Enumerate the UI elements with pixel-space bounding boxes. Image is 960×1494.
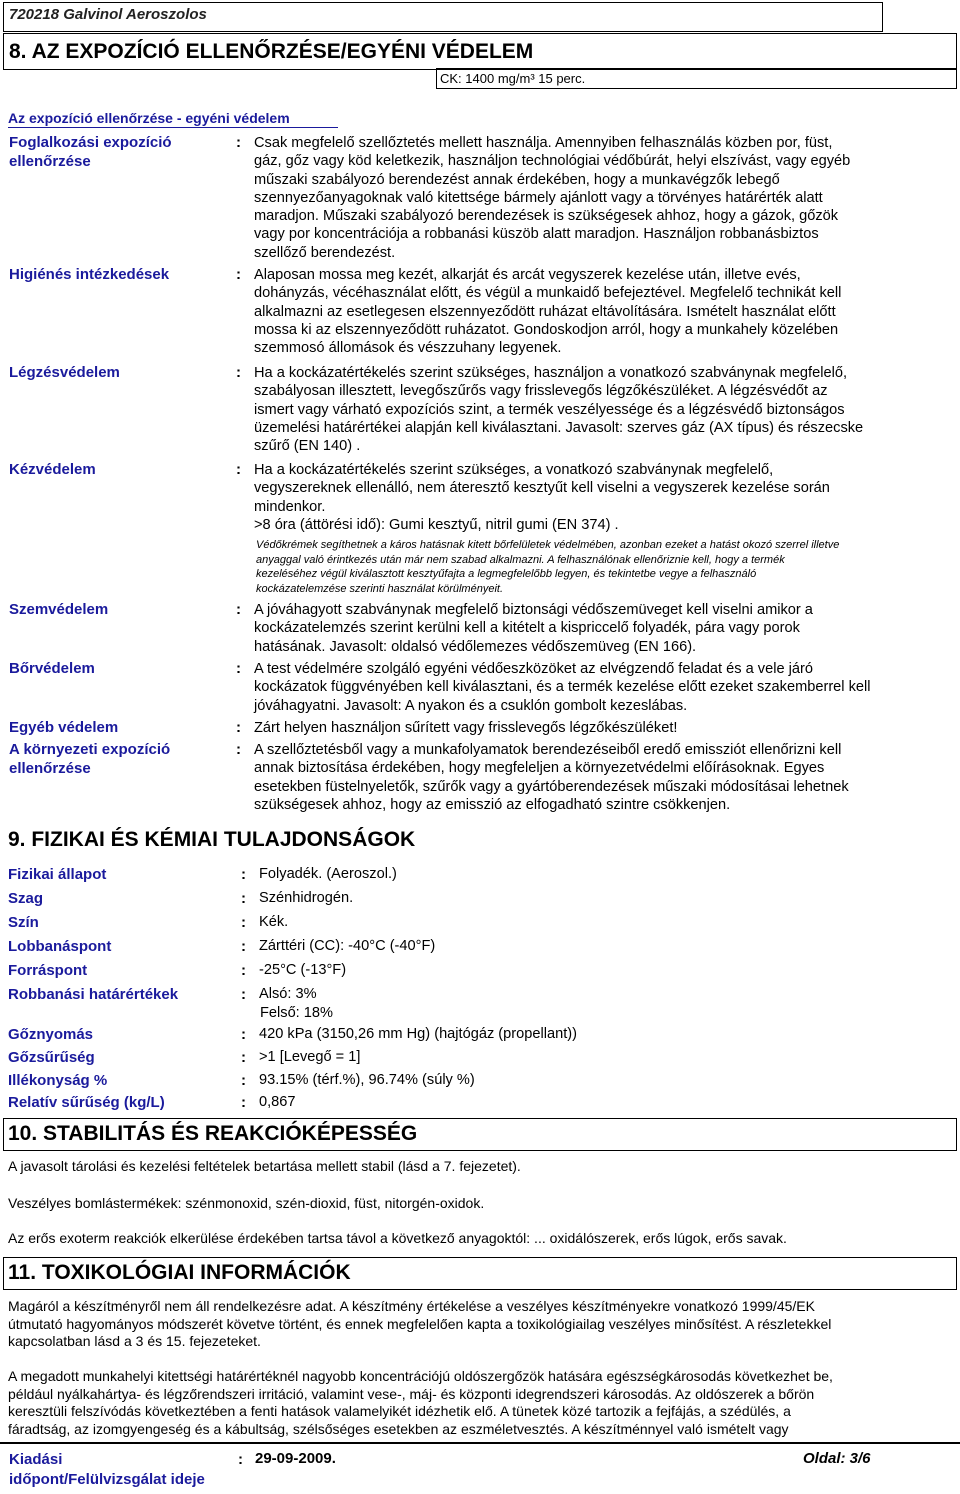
footer-colon: :: [238, 1451, 243, 1468]
footer-label: [9, 1450, 205, 1490]
footer-label-line: Kiadási: [9, 1451, 63, 1468]
note-line: kockázatelemzése szerinti használat körülményeit.: [256, 582, 504, 595]
value-line: kockázatok függvényében kell kiválasztani, és a termék kezelése előtt ezeket szakemberrel kell: [254, 679, 871, 696]
value-line: Kék.: [259, 914, 289, 930]
property-value: [259, 1025, 577, 1044]
section8-row-value: [254, 719, 954, 737]
value-line: műszaki szabályozó berendezést annak érdekében, hogy a munkavégzők lebegő: [254, 171, 780, 188]
text-line: fáradtság, az izomgyengeség és a kábultság, szélsőséges esetekben az eszméletvesztés. A készítménnyel való ismételt vagy: [8, 1420, 789, 1437]
note-line: kezeléséhez végül kiválasztott kesztyűfajta a legmegfelelőbb legyen, és tekintetbe vegye a felhasználó: [256, 568, 757, 580]
value-line: üzemelési határértékei alapján kell kiválasztani. Javasolt: szerves gáz (AX típus) és részecske: [254, 419, 864, 436]
value-line: Szénhidrogén.: [259, 890, 354, 906]
section10-paragraph-1: A javasolt tárolási és kezelési feltételek betartása mellett stabil (lásd a 7. fejezetet).: [8, 1158, 521, 1174]
subheading-underline: [8, 127, 338, 128]
value-line: Felső: 18%: [260, 1005, 334, 1021]
value-line: szabályosan illesztett, levegőszűrős vagy frisslevegős légzőkészüléket. A légzésvédőt az: [254, 383, 828, 400]
property-colon: :: [241, 1094, 246, 1111]
label-line: A környezeti expozíció: [9, 741, 171, 758]
section8-row-value: [254, 461, 954, 534]
label-line: Foglalkozási expozíció: [9, 134, 172, 151]
property-label: Relatív sűrűség (kg/L): [8, 1094, 165, 1111]
value-line: hatásának. Javasolt: oldalsó védőlemezes védőszemüveg (EN 166).: [254, 638, 697, 655]
value-line: A test védelmére szolgáló egyéni védőeszközöket az elvégzendő feladat és a vele járó: [254, 661, 813, 677]
section8-row-label: [9, 740, 234, 778]
label-line: Szemvédelem: [9, 601, 109, 618]
section8-row-colon: :: [236, 461, 241, 478]
section8-row-colon: :: [236, 266, 241, 283]
section11-paragraph-2: [8, 1368, 833, 1438]
section8-row-value: [254, 364, 954, 455]
value-line: 420 kPa (3150,26 mm Hg) (hajtógáz (propellant)): [259, 1026, 577, 1042]
property-colon: :: [241, 1026, 246, 1043]
value-line: Ha a kockázatértékelés szerint szükséges, a vonatkozó szabványnak megfelelő,: [254, 462, 774, 478]
value-line: szellőző berendezést.: [254, 244, 396, 261]
value-line: kockázatelemzés szerint kerülni kell a kitételt a kispriccelő folyadék, pára vagy porok: [254, 620, 800, 637]
section8-row-label: [9, 718, 234, 737]
property-value: [259, 937, 435, 956]
glove-note: [256, 538, 956, 596]
property-label: Robbanási határértékek: [8, 986, 179, 1003]
value-line: >8 óra (áttörési idő): Gumi kesztyű, nitril gumi (EN 374) .: [254, 516, 619, 533]
value-line: -25°C (-13°F): [259, 962, 347, 978]
value-line: gáz, gőz vagy köd keletkezik, használjon technológiai védőbúrát, helyi elszívást, vagy egyéb: [254, 153, 851, 170]
value-line: maradjon. Műszaki szabályozó berendezések is szükségesek ahhoz, hogy a gázok, gőzök: [254, 208, 839, 225]
property-label: Gőznyomás: [8, 1026, 94, 1043]
label-line: ellenőrzése: [9, 760, 91, 777]
label-line: Higiénés intézkedések: [9, 266, 170, 283]
value-line: szűrő (EN 140) .: [254, 438, 361, 455]
section8-row-colon: :: [236, 134, 241, 151]
property-label: Fizikai állapot: [8, 866, 107, 883]
property-value: [259, 961, 346, 980]
value-line: alkalmazni az esetlegesen elszennyeződött ruházat eltávolítására. Ismételt használat előtt: [254, 303, 836, 320]
value-line: Ha a kockázatértékelés szerint szükséges, használjon a vonatkozó szabványnak megfelelő,: [254, 365, 847, 381]
value-line: 93.15% (térf.%), 96.74% (súly %): [259, 1072, 475, 1088]
section8-row-label: [9, 265, 234, 284]
note-line: Védőkrémek segíthetnek a káros hatásnak kitett bőrfelületek védelmében, azonban ezeket a hatást okozó szerrel illetve: [256, 539, 840, 551]
section8-row-colon: :: [236, 601, 241, 618]
value-line: A jóváhagyott szabványnak megfelelő biztonsági védőszemüveget kell viselni amikor a: [254, 602, 813, 618]
property-colon: :: [241, 914, 246, 931]
property-label: Gőzsűrűség: [8, 1049, 95, 1066]
property-colon: :: [241, 890, 246, 907]
label-line: Egyéb védelem: [9, 719, 119, 736]
value-line: Zárt helyen használjon sűrített vagy frisslevegős légzőkészüléket!: [254, 720, 678, 736]
section8-row-value: [254, 134, 954, 262]
text-line: útmutató hagyományos módszerét követve történt, és ennek megfelelően kapta a toxikológiailag veszélyes minősítést. A részletekkel: [8, 1315, 832, 1332]
section11-title: 11. TOXIKOLÓGIAI INFORMÁCIÓK: [8, 1261, 351, 1284]
value-line: Zárttéri (CC): -40°C (-40°F): [259, 938, 436, 954]
property-value: [259, 913, 288, 932]
section8-row-label: [9, 460, 234, 479]
section10-paragraph-3: Az erős exoterm reakciók elkerülése érdekében tartsa távol a következő anyagoktól: ... oxidálószerek, erős lúgok, erős savak.: [8, 1230, 787, 1246]
text-line: például nyálkahártya- és légzőrendszeri irritáció, valamint vese-, máj- és központi idegrendszeri károsodás. Az oldószerek a bőrön: [8, 1385, 815, 1402]
label-line: ellenőrzése: [9, 153, 91, 170]
section8-row-value: [254, 741, 954, 814]
property-value: [259, 1093, 296, 1112]
section8-subheading: Az expozíció ellenőrzése - egyéni védelem: [8, 110, 290, 126]
section8-row-colon: :: [236, 741, 241, 758]
section8-row-label: [9, 363, 234, 382]
section11-paragraph-1: [8, 1298, 831, 1351]
footer-date: 29-09-2009.: [255, 1450, 336, 1467]
value-line: szemmosó állomások és vészzuhany legyenek.: [254, 340, 562, 357]
section8-row-label: [9, 133, 234, 171]
section10-paragraph-2: Veszélyes bomlástermékek: szénmonoxid, szén-dioxid, füst, nitorgén-oxidok.: [8, 1195, 485, 1211]
value-line: szükségesek ahhoz, hogy az emisszió az elfogadható szintre csökkenjen.: [254, 796, 731, 813]
property-label: Szín: [8, 914, 39, 931]
text-line: Magáról a készítményről nem áll rendelkezésre adat. A készítmény értékelése a veszélyes készítményekre vonatkozó 1999/45/EK: [8, 1298, 815, 1314]
value-line: A szellőztetésből vagy a munkafolyamatok berendezéseiből eredő emissziót ellenőrizni kell: [254, 742, 842, 758]
value-line: vegyszereknek ellenálló, nem áteresztő kesztyűt kell viselni a vegyszerek kezelése során: [254, 480, 830, 497]
property-label: Forráspont: [8, 962, 88, 979]
footer-page-number: Oldal: 3/6: [803, 1450, 871, 1467]
section9-title: 9. FIZIKAI ÉS KÉMIAI TULAJDONSÁGOK: [8, 828, 416, 851]
section8-row-value: [254, 266, 954, 357]
section8-row-colon: :: [236, 719, 241, 736]
value-line: esetekben füstelnyeletők, szűrők vagy a gyártóberendezések műszaki módosításai lehetnek: [254, 778, 849, 795]
section8-row-colon: :: [236, 364, 241, 381]
property-label: Szag: [8, 890, 44, 907]
label-line: Légzésvédelem: [9, 364, 120, 381]
section8-row-label: [9, 600, 234, 619]
text-line: A megadott munkahelyi kitettségi határértéknél nagyobb koncentrációjú oldószergőzök hatására egészségkárosodás következhet be,: [8, 1368, 833, 1384]
value-line: Folyadék. (Aeroszol.): [259, 866, 397, 882]
property-value: [259, 1071, 475, 1090]
value-line: Csak megfelelő szellőztetés mellett használja. Amennyiben felhasználás közben por, füst,: [254, 135, 833, 151]
property-colon: :: [241, 986, 246, 1003]
section8-title: 8. AZ EXPOZÍCIÓ ELLENŐRZÉSE/EGYÉNI VÉDELEM: [9, 40, 534, 63]
section8-row-value: [254, 601, 954, 656]
property-colon: :: [241, 938, 246, 955]
section8-row-colon: :: [236, 660, 241, 677]
value-line: jóváhagyatni. Javasolt: A nyakon és a csuklón gombolt kezeslábas.: [254, 697, 688, 714]
section8-row-label: [9, 659, 234, 678]
value-line: szennyezőanyagoknak való kitettsége bármely ajánlott vagy a törvényes határérték alatt: [254, 189, 823, 206]
property-colon: :: [241, 1049, 246, 1066]
property-colon: :: [241, 866, 246, 883]
text-line: keresztüli felszívódás következtében a fenti hatások valamelyikét idézhetik elő. A tünetek közé tartozik a fejfájás, a szédülés, a: [8, 1403, 791, 1419]
label-line: Bőrvédelem: [9, 660, 95, 677]
ck-note: CK: 1400 mg/m³ 15 perc.: [440, 71, 586, 86]
property-label: Lobbanáspont: [8, 938, 112, 955]
text-line: kapcsolatban lásd a 3 és 15. fejezeteket.: [8, 1333, 261, 1349]
value-line: 0,867: [259, 1094, 296, 1110]
value-line: mossa ki az elszennyeződött ruházatot. Gondoskodjon arról, hogy a munkahely közelében: [254, 321, 839, 338]
value-line: ismert vagy várható expozíciós szint, a termék veszélyessége és a légzésvédő biztonságos: [254, 401, 845, 418]
value-line: Alsó: 3%: [259, 986, 317, 1002]
property-label: Illékonyság %: [8, 1072, 108, 1089]
section8-row-value: [254, 660, 954, 715]
value-line: Alaposan mossa meg kezét, alkarját és arcát vegyszerek kezelése után, illetve evés,: [254, 267, 801, 283]
section10-title: 10. STABILITÁS ÉS REAKCIÓKÉPESSÉG: [8, 1122, 418, 1145]
property-value: [259, 985, 333, 1023]
value-line: dohányzás, vécéhasználat előtt, és végül a munkaidő befejeztével. Megfelelő technikát kell: [254, 285, 842, 302]
property-value: [259, 865, 397, 884]
property-value: [259, 1048, 360, 1067]
label-line: Kézvédelem: [9, 461, 96, 478]
document-title: 720218 Galvinol Aeroszolos: [9, 6, 207, 23]
property-value: [259, 889, 353, 908]
note-line: anyaggal való érintkezés után már nem szabad alkalmazni. A felhasználónak ellenőriznie kell, hogy a termék: [256, 553, 785, 566]
value-line: >1 [Levegő = 1]: [259, 1049, 361, 1065]
property-colon: :: [241, 1072, 246, 1089]
property-colon: :: [241, 962, 246, 979]
footer-label-line: időpont/Felülvizsgálat ideje: [9, 1471, 205, 1488]
value-line: mindenkor.: [254, 498, 326, 515]
value-line: vagy por koncentrációja a robbanási küszöb alatt maradjon. Használjon robbanásbiztos: [254, 226, 819, 243]
footer-divider: [0, 1442, 960, 1444]
value-line: annak biztosítása érdekében, hogy megfeleljen a környezetvédelmi előírásoknak. Egyes: [254, 760, 825, 777]
